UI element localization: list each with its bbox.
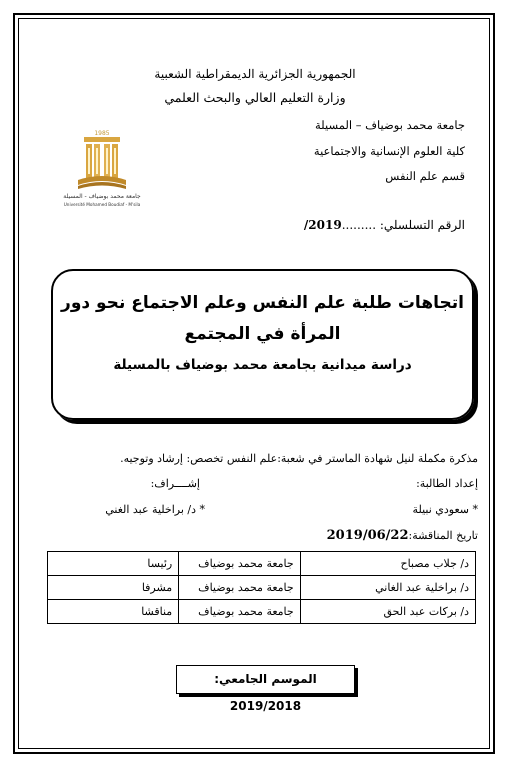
logo-name-fr: Université Mohamed Boudiaf - M'sila: [63, 202, 141, 207]
jury-name: د/ جلاب مصباح: [300, 552, 475, 576]
table-row: [48, 600, 476, 624]
serial-year: 2019/: [303, 218, 342, 232]
logo-name-ar: جامعة محمد بوضياف - المسيلة: [63, 193, 141, 200]
defense-date-label: تاريخ المناقشة:: [408, 529, 478, 542]
serial-label: الرقم التسلسلي: .........: [341, 218, 465, 232]
faculty-line: كلية العلوم الإنسانية والاجتماعية: [313, 144, 465, 158]
table-row: [48, 576, 476, 600]
department-line: قسم علم النفس: [385, 169, 465, 183]
table-row: [48, 552, 476, 576]
serial-number: [304, 218, 465, 232]
republic-line: الجمهورية الجزائرية الديمقراطية الشعبية: [154, 67, 356, 81]
logo-year: 1985: [94, 130, 110, 137]
defense-date: [327, 528, 478, 543]
jury-institution: جامعة محمد بوضياف: [179, 600, 301, 624]
jury-institution: جامعة محمد بوضياف: [179, 552, 301, 576]
university-logo: [44, 128, 160, 210]
jury-role: رئيسا: [48, 552, 179, 576]
supervision-label: إشــــراف:: [150, 477, 200, 490]
university-line: جامعة محمد بوضياف – المسيلة: [315, 118, 465, 132]
prepared-by-label: إعداد الطالبة:: [416, 477, 478, 490]
student-name: * سعودي نبيلة: [412, 503, 478, 516]
thesis-title-line1: اتجاهات طلبة علم النفس وعلم الاجتماع نحو دور: [61, 293, 464, 313]
thesis-subtitle: دراسة ميدانية بجامعة محمد بوضياف بالمسيلة: [113, 357, 412, 373]
jury-table: [47, 551, 476, 624]
ministry-line: وزارة التعليم العالي والبحث العلمي: [164, 90, 346, 105]
jury-role: مشرفا: [48, 576, 179, 600]
jury-name: د/ بركات عبد الحق: [300, 600, 475, 624]
thesis-title-line2: المرأة في المجتمع: [184, 324, 341, 344]
jury-role: مناقشا: [48, 600, 179, 624]
memo-text: مذكرة مكملة لنيل شهادة الماستر في شعبة:علم النفس تخصص: إرشاد وتوجيه.: [120, 452, 478, 465]
defense-date-value: 2019/06/22: [326, 528, 409, 543]
title-box: [51, 269, 474, 420]
academic-season: الموسم الجامعي: 2019/2018: [176, 665, 355, 694]
jury-institution: جامعة محمد بوضياف: [179, 576, 301, 600]
jury-name: د/ براخلية عبد الغاني: [300, 576, 475, 600]
supervisor-name: * د/ براخلية عبد الغني: [105, 503, 205, 516]
